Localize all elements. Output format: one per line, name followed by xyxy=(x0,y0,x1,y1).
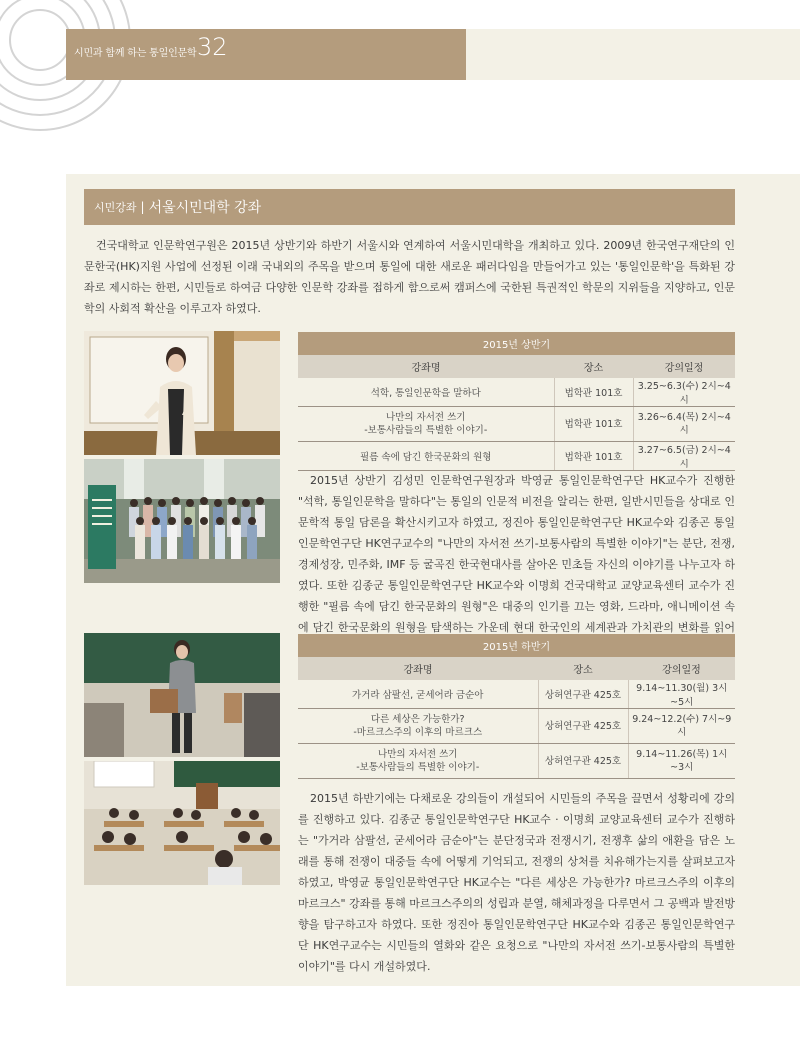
series-title: 시민과 함께 하는 통일인문학 xyxy=(74,48,197,59)
table-row xyxy=(298,407,735,442)
content-panel xyxy=(66,174,800,986)
spring-col-place: 장소 xyxy=(554,355,633,378)
fall-body-paragraph: 2015년 하반기에는 다채로운 강의들이 개설되어 시민들의 주목을 끌면서 성황리에 강의를 진행하고 있다. 김종군 통일인문학연구단 HK교수 · 이명희 교양교육센터 교수가 진행하는 "가거라 삼팔선, 굳세어라 금순아"는 분단정국과 전쟁시기, 전쟁후 삶의 애환을 담은 노래를 통해 전쟁이 대중들 속에 어떻게 기억되고, 전쟁의 상처를 치유해가는지를 살펴보고자 하였고, 박영균 통일인문학연구단 HK교수는 "다른 세상은 가능한가? 마르크스주의 이후의 마르크스" 강좌를 통해 마르크스주의의 성립과 분열, 해체과정을 다루면서 그 공백과 발전방향을 탐구하고자 하였다. 또한 정진아 통일인문학연구단 HK교수와 김종곤 통일인문학연구단 HK연구교수는 시민들의 열화와 같은 요청으로 "나만의 자서전 쓰기-보통사람의 특별한 이야기"를 다시 개설하였다. xyxy=(298,792,735,973)
fall-row3-subtitle: -보통사람들의 특별한 이야기- xyxy=(356,762,480,773)
fall-col-schedule: 강의일정 xyxy=(628,657,735,680)
fall-row1-title: 가거라 삼팔선, 굳세어라 금순아 xyxy=(298,680,538,709)
fall-row3-place: 상허연구관 425호 xyxy=(538,744,628,779)
spring-row2-title: 나만의 자서전 쓰기 xyxy=(386,412,466,423)
section-name: 서울시민대학 강좌 xyxy=(148,200,262,216)
fall-row2-subtitle: -마르크스주의 이후의 마르크스 xyxy=(353,727,483,738)
table-row xyxy=(298,709,735,744)
fall-row2-place: 상허연구관 425호 xyxy=(538,709,628,744)
fall-row1-schedule: 9.14~11.30(월) 3시~5시 xyxy=(628,680,735,709)
fall-schedule-table xyxy=(298,634,735,779)
section-separator: | xyxy=(140,200,145,214)
spring-table-caption: 2015년 상반기 xyxy=(298,332,735,355)
photo-group-spring xyxy=(84,459,280,583)
page-number: 32 xyxy=(197,33,228,61)
spring-row1-place: 법학관 101호 xyxy=(554,378,633,407)
table-row xyxy=(298,680,735,709)
fall-row2-title: 다른 세상은 가능한가? xyxy=(370,714,465,725)
photo-lecturer-spring xyxy=(84,331,280,455)
table-row xyxy=(298,744,735,779)
header-right-band xyxy=(466,29,800,80)
intro-paragraph: 건국대학교 인문학연구원은 2015년 상반기와 하반기 서울시와 연계하여 서울시민대학을 개최하고 있다. 2009년 한국연구재단의 인문한국(HK)지원 사업에 선정된 이래 국내외의 주목을 받으며 통일에 대한 새로운 패러다임을 만들어가고 있는 '통일인문학'을 특화된 강좌로 제시하는 한편, 시민들로 하여금 다양한 인문학 강좌를 접하게 함으로써 캠퍼스에 국한된 특권적인 학문의 지위들을 지양하고, 인문학의 사회적 확산을 이루고자 하였다. xyxy=(84,239,735,315)
fall-col-place: 장소 xyxy=(538,657,628,680)
spring-row1-schedule: 3.25~6.3(수) 2시~4시 xyxy=(633,378,735,407)
spring-row2-title-cell xyxy=(298,407,554,442)
fall-row2-schedule: 9.24~12.2(수) 7시~9시 xyxy=(628,709,735,744)
spring-row3-place: 법학관 101호 xyxy=(554,442,633,471)
fall-row3-title-cell xyxy=(298,744,538,779)
spring-body-paragraph: 2015년 상반기 김성민 인문학연구원장과 박영균 통일인문학연구단 HK교수가 진행한 "석학, 통일인문학을 말하다"는 통일의 인문적 비전을 알리는 한편, 일반시민들을 상대로 인문학적 통일 담론을 확산시키고자 하였고, 정진아 통일인문학연구단 HK교수와 김종곤 통일인문학연구단 HK연구교수의 "나만의 자서전 쓰기-보통사람의 특별한 이야기"는 분단, 전쟁, 경제성장, 민주화, IMF 등 굴곡진 한국현대사를 살아온 민초들 자신의 이야기를 나누고자 하였다. 또한 김종군 통일인문학연구단 HK교수와 이명희 건국대학교 교양교육센터 교수가 진행한 "필름 속에 담긴 한국문화의 원형"은 대중의 인기를 끄는 영화, 드라마, 애니메이션 속에 담긴 한국문화의 원형을 탐색하는 가운데 현대 한국인의 세계관과 가치관의 변화를 읽어 xyxy=(298,474,735,634)
fall-row3-schedule: 9.14~11.26(목) 1시~3시 xyxy=(628,744,735,779)
section-kind: 시민강좌 xyxy=(94,201,137,214)
spring-row2-schedule: 3.26~6.4(목) 2시~4시 xyxy=(633,407,735,442)
spring-col-title: 강좌명 xyxy=(298,355,554,378)
spring-schedule-table xyxy=(298,332,735,471)
fall-col-title: 강좌명 xyxy=(298,657,538,680)
fall-row1-place: 상허연구관 425호 xyxy=(538,680,628,709)
spring-row1-title: 석학, 통일인문학을 말하다 xyxy=(298,378,554,407)
fall-row3-title: 나만의 자서전 쓰기 xyxy=(378,749,458,760)
section-title-bar xyxy=(84,189,735,225)
spring-row2-place: 법학관 101호 xyxy=(554,407,633,442)
spring-row3-title: 필름 속에 담긴 한국문화의 원형 xyxy=(298,442,554,471)
fall-row2-title-cell xyxy=(298,709,538,744)
photo-classroom-fall xyxy=(84,761,280,885)
fall-table-caption: 2015년 하반기 xyxy=(298,634,735,657)
table-row xyxy=(298,442,735,471)
spring-row2-subtitle: -보통사람들의 특별한 이야기- xyxy=(364,425,488,436)
spring-col-schedule: 강의일정 xyxy=(633,355,735,378)
spring-row3-schedule: 3.27~6.5(금) 2시~4시 xyxy=(633,442,735,471)
page-header xyxy=(66,29,466,80)
table-row xyxy=(298,378,735,407)
photo-lecturer-fall xyxy=(84,633,280,757)
